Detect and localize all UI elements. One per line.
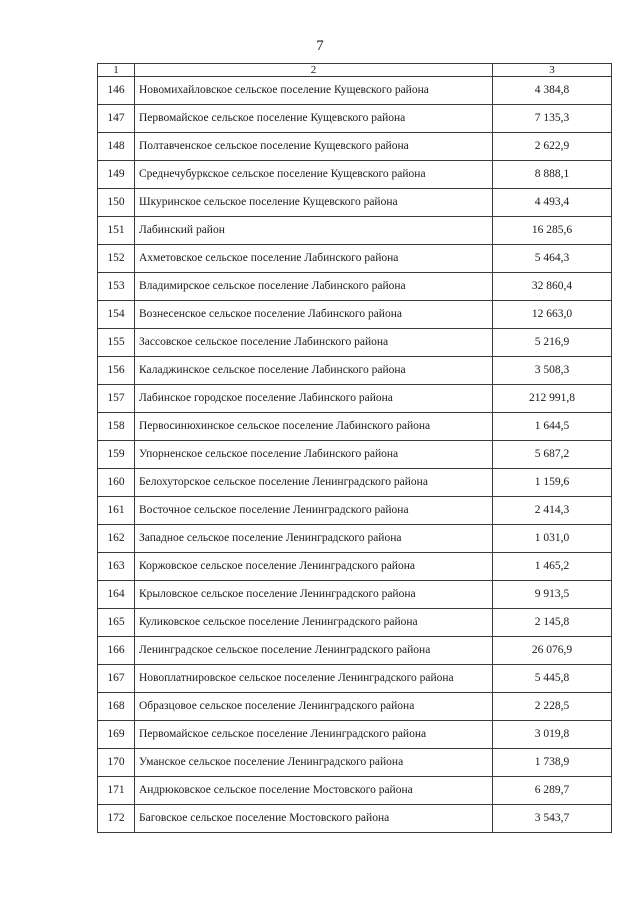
settlement-name: Вознесенское сельское поселение Лабинского района: [135, 301, 493, 329]
settlement-name: Куликовское сельское поселение Ленинградского района: [135, 609, 493, 637]
settlement-name: Владимирское сельское поселение Лабинского района: [135, 273, 493, 301]
amount-value: 4 493,4: [493, 189, 612, 217]
settlement-name: Коржовское сельское поселение Ленинградского района: [135, 553, 493, 581]
table-row: [98, 385, 612, 413]
amount-value: 212 991,8: [493, 385, 612, 413]
row-number: 151: [98, 217, 135, 245]
row-number: 164: [98, 581, 135, 609]
amount-value: 32 860,4: [493, 273, 612, 301]
row-number: 163: [98, 553, 135, 581]
row-number: 148: [98, 133, 135, 161]
table-row: [98, 609, 612, 637]
settlement-name: Лабинский район: [135, 217, 493, 245]
table-row: [98, 189, 612, 217]
amount-value: 5 216,9: [493, 329, 612, 357]
amount-value: 2 414,3: [493, 497, 612, 525]
amount-value: 3 543,7: [493, 805, 612, 833]
row-number: 161: [98, 497, 135, 525]
amount-value: 1 465,2: [493, 553, 612, 581]
settlement-name: Первосинюхинское сельское поселение Лабинского района: [135, 413, 493, 441]
settlement-name: Ленинградское сельское поселение Ленинградского района: [135, 637, 493, 665]
amount-value: 26 076,9: [493, 637, 612, 665]
amount-value: 2 622,9: [493, 133, 612, 161]
table-row: [98, 805, 612, 833]
row-number: 156: [98, 357, 135, 385]
row-number: 170: [98, 749, 135, 777]
row-number: 160: [98, 469, 135, 497]
settlement-name: Полтавченское сельское поселение Кущевского района: [135, 133, 493, 161]
row-number: 166: [98, 637, 135, 665]
row-number: 146: [98, 77, 135, 105]
settlement-name: Баговское сельское поселение Мостовского района: [135, 805, 493, 833]
amount-value: 5 445,8: [493, 665, 612, 693]
settlement-name: Ахметовское сельское поселение Лабинского района: [135, 245, 493, 273]
amount-value: 2 145,8: [493, 609, 612, 637]
amount-value: 5 687,2: [493, 441, 612, 469]
amount-value: 7 135,3: [493, 105, 612, 133]
amount-value: 1 159,6: [493, 469, 612, 497]
row-number: 147: [98, 105, 135, 133]
allocation-table: [97, 63, 612, 833]
table-row: [98, 357, 612, 385]
settlement-name: Среднечубуркское сельское поселение Кущевского района: [135, 161, 493, 189]
settlement-name: Лабинское городское поселение Лабинского района: [135, 385, 493, 413]
settlement-name: Западное сельское поселение Ленинградского района: [135, 525, 493, 553]
amount-value: 9 913,5: [493, 581, 612, 609]
settlement-name: Андрюковское сельское поселение Мостовского района: [135, 777, 493, 805]
settlement-name: Уманское сельское поселение Ленинградского района: [135, 749, 493, 777]
settlement-name: Новоплатнировское сельское поселение Ленинградского района: [135, 665, 493, 693]
amount-value: 2 228,5: [493, 693, 612, 721]
row-number: 162: [98, 525, 135, 553]
table-row: [98, 329, 612, 357]
settlement-name: Крыловское сельское поселение Ленинградского района: [135, 581, 493, 609]
amount-value: 8 888,1: [493, 161, 612, 189]
amount-value: 12 663,0: [493, 301, 612, 329]
table-row: [98, 665, 612, 693]
table-row: [98, 441, 612, 469]
settlement-name: Упорненское сельское поселение Лабинского района: [135, 441, 493, 469]
row-number: 154: [98, 301, 135, 329]
table-row: [98, 469, 612, 497]
table-body: [98, 77, 612, 833]
row-number: 167: [98, 665, 135, 693]
table-row: [98, 133, 612, 161]
settlement-name: Новомихайловское сельское поселение Кущевского района: [135, 77, 493, 105]
table-row: [98, 581, 612, 609]
settlement-name: Образцовое сельское поселение Ленинградского района: [135, 693, 493, 721]
amount-value: 16 285,6: [493, 217, 612, 245]
amount-value: 1 031,0: [493, 525, 612, 553]
row-number: 150: [98, 189, 135, 217]
row-number: 158: [98, 413, 135, 441]
table-row: [98, 105, 612, 133]
row-number: 159: [98, 441, 135, 469]
settlement-name: Каладжинское сельское поселение Лабинского района: [135, 357, 493, 385]
table-row: [98, 217, 612, 245]
settlement-name: Первомайское сельское поселение Кущевского района: [135, 105, 493, 133]
table-row: [98, 637, 612, 665]
table-row: [98, 497, 612, 525]
amount-value: 3 019,8: [493, 721, 612, 749]
row-number: 165: [98, 609, 135, 637]
row-number: 172: [98, 805, 135, 833]
page-number: 7: [316, 38, 324, 54]
amount-value: 5 464,3: [493, 245, 612, 273]
row-number: 155: [98, 329, 135, 357]
table-row: [98, 413, 612, 441]
table-row: [98, 77, 612, 105]
settlement-name: Шкуринское сельское поселение Кущевского района: [135, 189, 493, 217]
table-row: [98, 777, 612, 805]
settlement-name: Восточное сельское поселение Ленинградского района: [135, 497, 493, 525]
settlement-name: Зассовское сельское поселение Лабинского района: [135, 329, 493, 357]
amount-value: 4 384,8: [493, 77, 612, 105]
table-row: [98, 301, 612, 329]
table-row: [98, 749, 612, 777]
row-number: 149: [98, 161, 135, 189]
column-header-3: 3: [493, 64, 612, 77]
amount-value: 1 644,5: [493, 413, 612, 441]
row-number: 169: [98, 721, 135, 749]
column-header-2: 2: [135, 64, 493, 77]
row-number: 157: [98, 385, 135, 413]
table-row: [98, 161, 612, 189]
amount-value: 6 289,7: [493, 777, 612, 805]
settlement-name: Первомайское сельское поселение Ленинградского района: [135, 721, 493, 749]
table-row: [98, 693, 612, 721]
table-row: [98, 525, 612, 553]
amount-value: 1 738,9: [493, 749, 612, 777]
table-row: [98, 273, 612, 301]
table-row: [98, 553, 612, 581]
row-number: 171: [98, 777, 135, 805]
table-row: [98, 245, 612, 273]
row-number: 152: [98, 245, 135, 273]
column-header-1: 1: [98, 64, 135, 77]
row-number: 153: [98, 273, 135, 301]
table-header-row: [98, 64, 612, 77]
settlement-name: Белохуторское сельское поселение Ленинградского района: [135, 469, 493, 497]
amount-value: 3 508,3: [493, 357, 612, 385]
row-number: 168: [98, 693, 135, 721]
table-row: [98, 721, 612, 749]
